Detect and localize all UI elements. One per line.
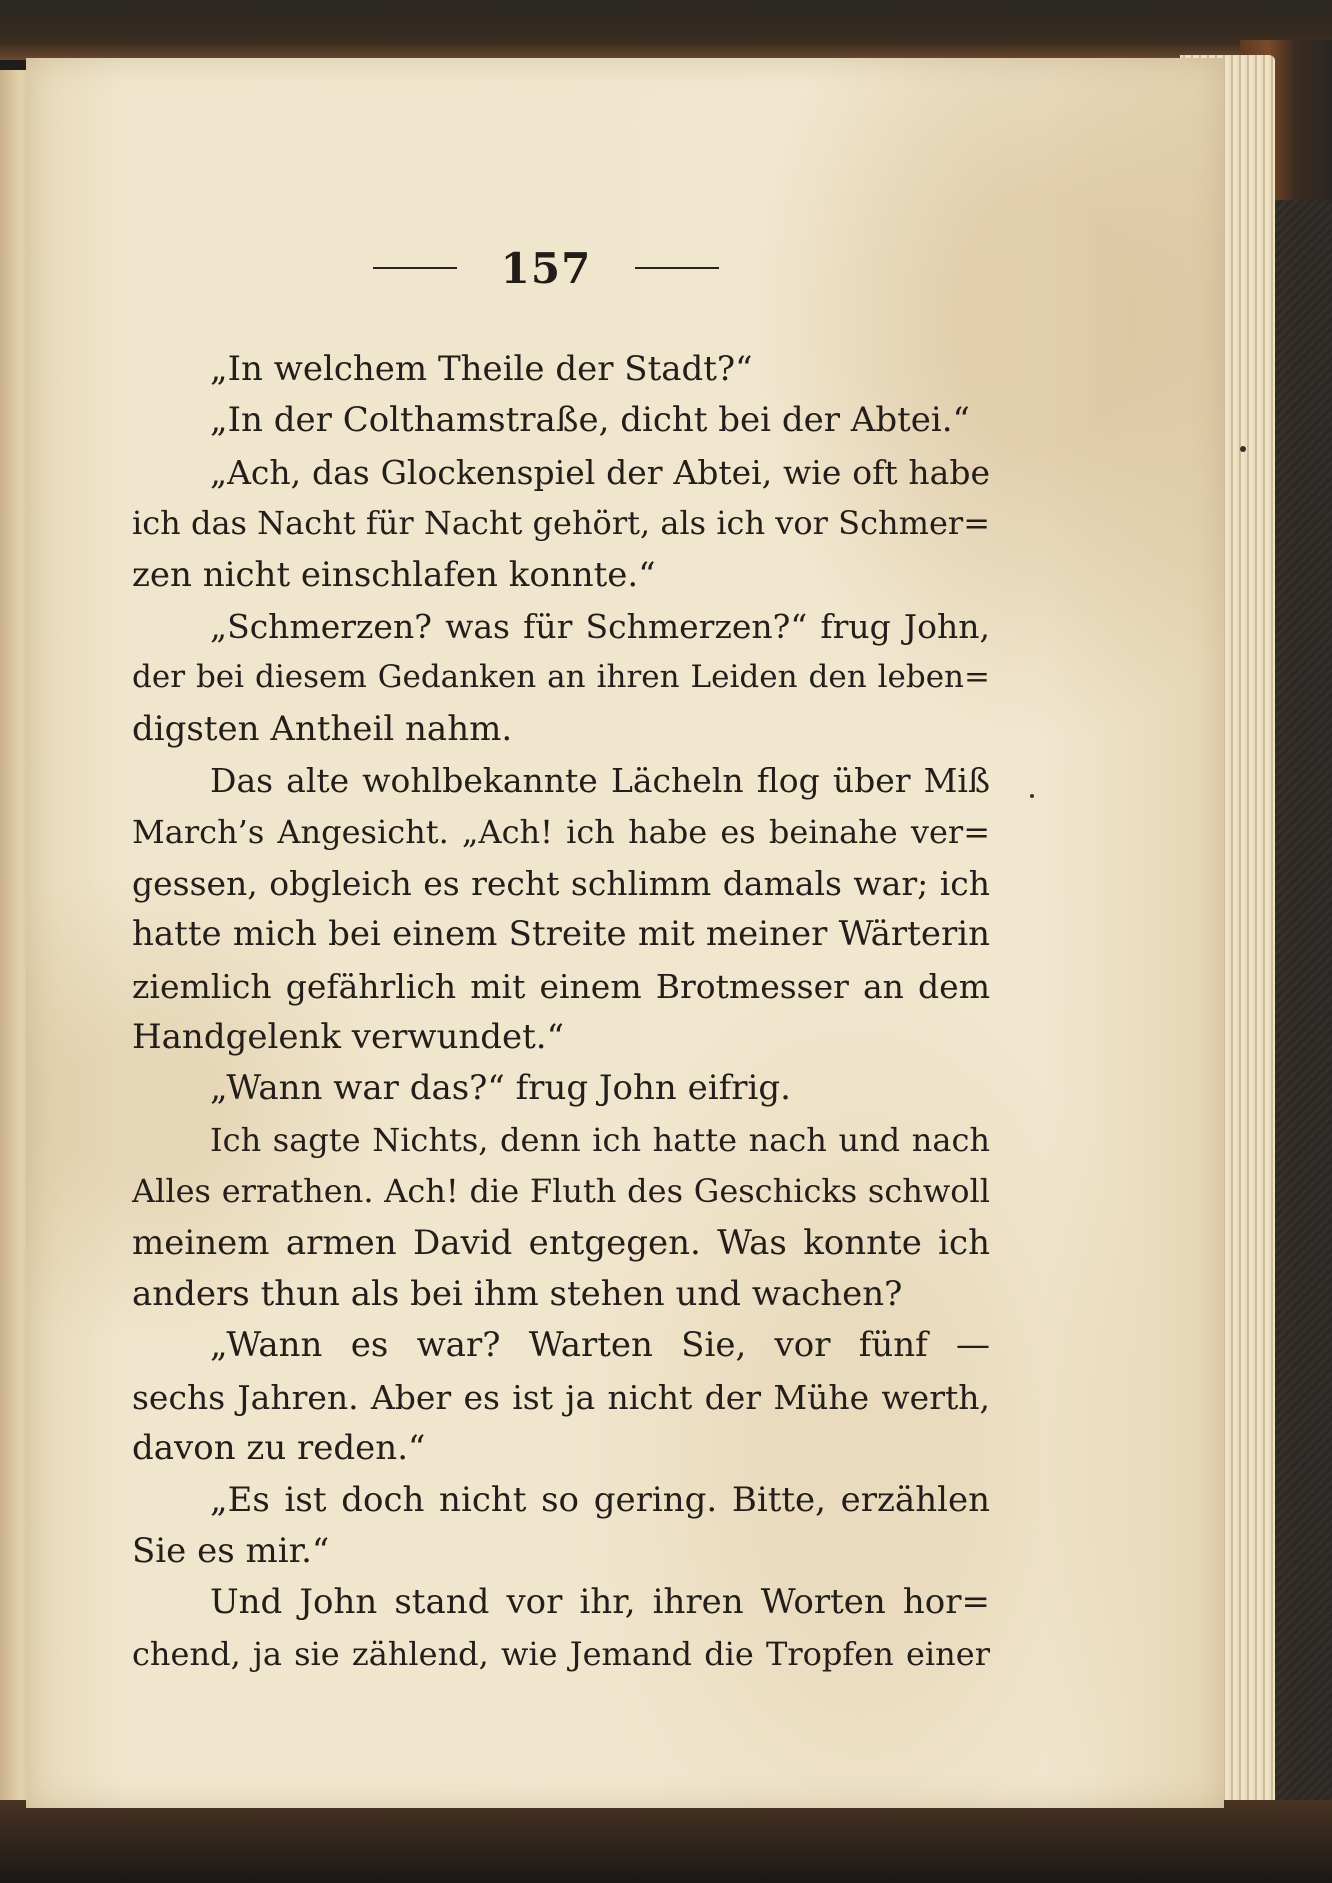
text-line: gessen, obgleich es recht schlimm damals war; ich — [132, 863, 990, 903]
ink-speck — [1240, 446, 1246, 452]
text-line: Sie es mir.“ — [132, 1530, 330, 1571]
book-cover-texture — [1275, 200, 1332, 1800]
text-line: anders thun als bei ihm stehen und wachen? — [132, 1274, 903, 1315]
page-header — [366, 238, 726, 298]
text-line: davon zu reden.“ — [132, 1428, 426, 1469]
text-line: digsten Antheil nahm. — [132, 708, 513, 749]
page-number: 157 — [500, 243, 592, 293]
text-line: ziemlich gefährlich mit einem Brotmesser an dem — [132, 966, 990, 1006]
text-line: „Schmerzen? was für Schmerzen?“ frug John, — [210, 606, 990, 646]
text-line: ich das Nacht für Nacht gehört, als ich vor Schmer= — [132, 504, 990, 543]
text-line: Das alte wohlbekannte Lächeln flog über Miß — [210, 761, 990, 801]
text-line: „In der Colthamstraße, dicht bei der Abtei.“ — [210, 400, 970, 441]
text-line: „Ach, das Glockenspiel der Abtei, wie oft habe — [210, 452, 990, 492]
text-line: „Wann war das?“ frug John eifrig. — [210, 1068, 791, 1109]
header-rule-right — [635, 267, 719, 269]
text-line: Alles errathen. Ach! die Fluth des Geschicks schwoll — [132, 1172, 990, 1211]
text-line: hatte mich bei einem Streite mit meiner Wärterin — [132, 914, 990, 955]
text-line: „Es ist doch nicht so gering. Bitte, erzählen — [210, 1479, 990, 1520]
text-line: March’s Angesicht. „Ach! ich habe es beinahe ver= — [132, 812, 990, 851]
book-cover-bottom-edge — [0, 1800, 1332, 1883]
page-text — [132, 344, 990, 1680]
text-line: Handgelenk verwundet.“ — [132, 1017, 564, 1058]
text-line: zen nicht einschlafen konnte.“ — [132, 554, 656, 595]
book-page — [26, 58, 1224, 1808]
text-line: der bei diesem Gedanken an ihren Leiden den leben= — [132, 659, 990, 696]
text-line: Und John stand vor ihr, ihren Worten hor= — [210, 1582, 990, 1623]
text-line: sechs Jahren. Aber es ist ja nicht der Mühe werth, — [132, 1377, 990, 1417]
text-line: Ich sagte Nichts, denn ich hatte nach und nach — [210, 1120, 990, 1159]
book-cover-top-edge — [0, 0, 1332, 60]
text-line: meinem armen David entgegen. Was konnte ich — [132, 1222, 990, 1263]
text-line: „In welchem Theile der Stadt?“ — [210, 349, 753, 389]
ink-speck — [1030, 794, 1034, 798]
text-line: „Wann es war? Warten Sie, vor fünf — — [210, 1325, 990, 1366]
text-line: chend, ja sie zählend, wie Jemand die Tropfen einer — [132, 1634, 990, 1673]
header-rule-left — [373, 267, 457, 269]
